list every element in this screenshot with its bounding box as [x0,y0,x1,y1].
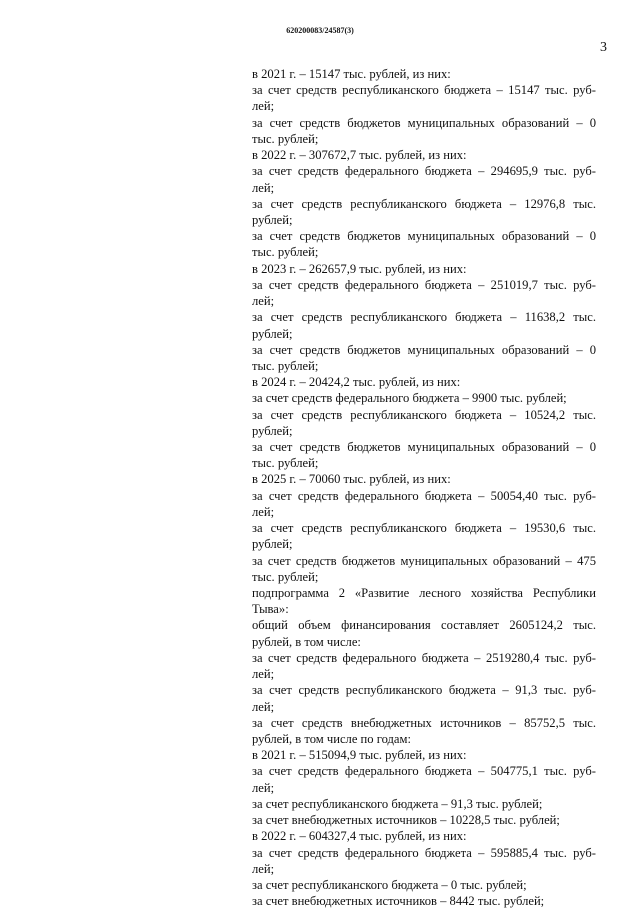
text-line: за счет средств бюджетов муниципальных образований – 0 [252,115,596,130]
text-line: за счет средств федерального бюджета – 595885,4 тыс. руб- [252,845,596,860]
text-line: в 2023 г. – 262657,9 тыс. рублей, из них: [252,261,467,276]
text-line: лей; [252,780,275,795]
text-line: за счет средств республиканского бюджета – 10524,2 тыс. [252,407,596,422]
text-line: за счет средств федерального бюджета – 504775,1 тыс. руб- [252,764,596,779]
text-line: рублей; [252,537,293,552]
text-line: лей; [252,99,275,114]
text-line: рублей, в том числе: [252,634,361,649]
text-line: в 2025 г. – 70060 тыс. рублей, из них: [252,472,451,487]
text-line: за счет средств республиканского бюджета – 12976,8 тыс. [252,196,596,211]
text-line: за счет средств бюджетов муниципальных образований – 0 [252,229,596,244]
text-line: в 2021 г. – 515094,9 тыс. рублей, из них: [252,748,467,763]
text-line: за счет внебюджетных источников – 8442 тыс. рублей; [252,894,545,909]
text-line: лей; [252,294,275,309]
document-id: 620200083/24587(3) [286,26,354,35]
text-line: за счет средств федерального бюджета – 50054,40 тыс. руб- [252,488,596,503]
text-line: Тыва»: [252,602,289,617]
page-number: 3 [600,40,607,55]
text-line: за счет средств республиканского бюджета – 91,3 тыс. руб- [252,683,596,698]
text-line: в 2022 г. – 307672,7 тыс. рублей, из них: [252,148,467,163]
text-line: за счет средств федерального бюджета – 294695,9 тыс. руб- [252,164,596,179]
text-line: в 2021 г. – 15147 тыс. рублей, из них: [252,67,451,81]
text-line: за счет средств бюджетов муниципальных образований – 0 [252,440,596,455]
text-line: в 2024 г. – 20424,2 тыс. рублей, из них: [252,375,461,390]
text-line: лей; [252,861,275,876]
text-line: за счет средств республиканского бюджета – 15147 тыс. руб- [252,83,596,98]
text-line: тыс. рублей; [252,569,319,584]
text-line: тыс. рублей; [252,245,319,260]
text-line: за счет республиканского бюджета – 0 тыс. рублей; [252,877,527,892]
text-line: лей; [252,699,275,714]
text-line: за счет средств федерального бюджета – 251019,7 тыс. руб- [252,277,596,292]
text-line: рублей, в том числе по годам: [252,731,411,746]
text-line: за счет средств внебюджетных источников – 85752,5 тыс. [252,715,596,730]
text-line: за счет средств республиканского бюджета – 11638,2 тыс. [252,310,596,325]
text-line: подпрограмма 2 «Развитие лесного хозяйства Республики [252,586,596,600]
text-line: рублей; [252,212,293,227]
text-line: лей; [252,180,275,195]
text-line: за счет республиканского бюджета – 91,3 тыс. рублей; [252,796,543,811]
text-line: за счет средств федерального бюджета – 9900 тыс. рублей; [252,391,567,406]
text-line: рублей; [252,423,293,438]
text-line: за счет средств республиканского бюджета – 19530,6 тыс. [252,521,596,536]
text-line: лей; [252,504,275,519]
text-line: за счет средств бюджетов муниципальных образований – 0 [252,342,596,357]
text-line: рублей; [252,326,293,341]
text-line: в 2022 г. – 604327,4 тыс. рублей, из них: [252,829,467,844]
text-line: тыс. рублей; [252,358,319,373]
text-line: тыс. рублей; [252,131,319,146]
text-line: лей; [252,667,275,682]
body-text [252,66,596,909]
text-line: за счет внебюджетных источников – 10228,5 тыс. рублей; [252,813,560,828]
text-line: тыс. рублей; [252,456,319,471]
text-line: за счет средств бюджетов муниципальных образований – 475 [252,553,596,568]
text-line: общий объем финансирования составляет 2605124,2 тыс. [252,618,596,633]
text-line: за счет средств федерального бюджета – 2519280,4 тыс. руб- [252,650,596,665]
